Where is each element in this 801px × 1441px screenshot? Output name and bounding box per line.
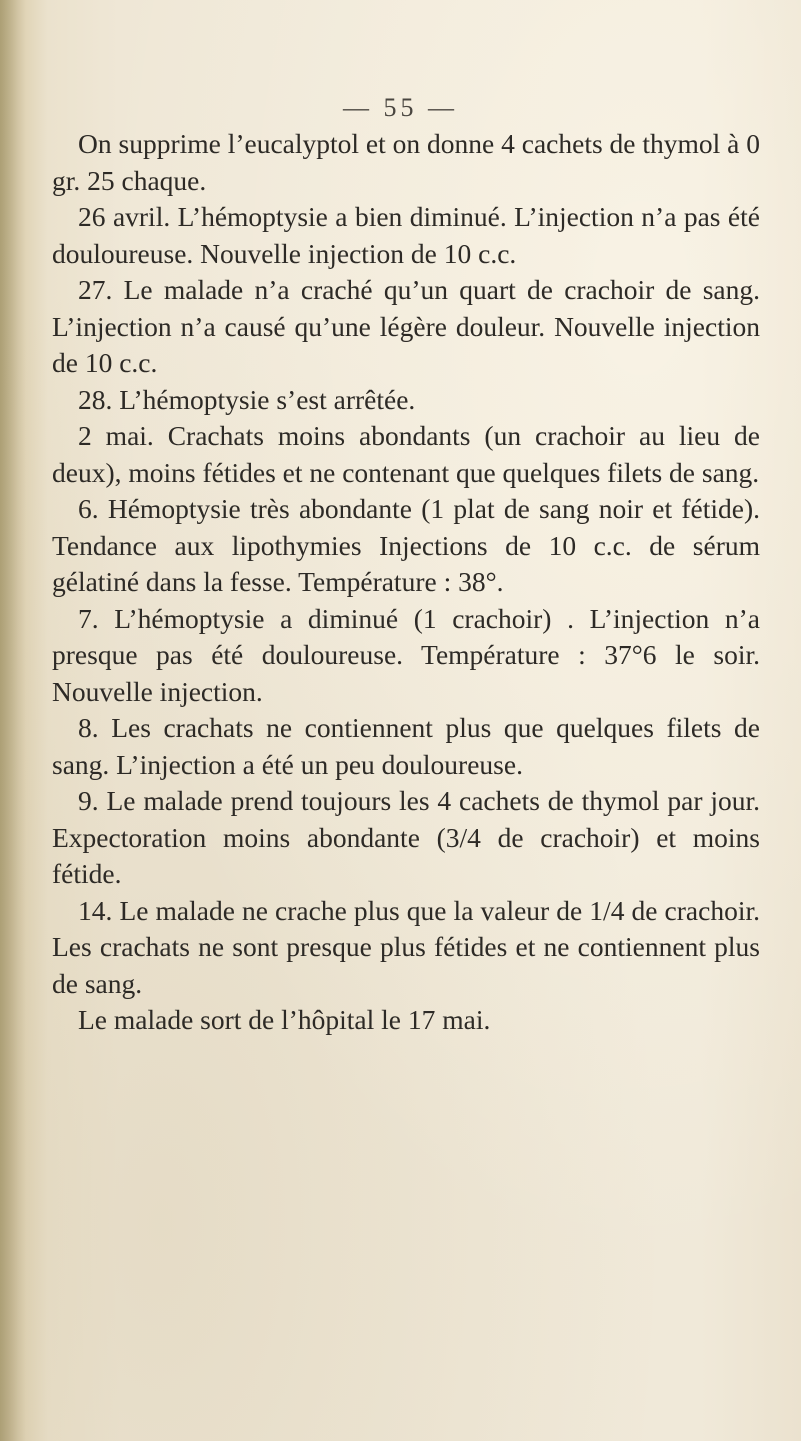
page-number: — 55 — xyxy=(343,93,458,122)
paragraph-11: Le malade sort de l’hôpital le 17 mai. xyxy=(78,1004,491,1035)
paragraph-10: 14. Le malade ne crache plus que la valeur de 1/4 de crachoir. Les crachats ne sont presque plus fétides et ne contiennent plus de sang. xyxy=(52,894,760,999)
body-text xyxy=(52,126,760,1039)
paragraph-9: 9. Le malade prend toujours les 4 cachets de thymol par jour. Expectoration moins abondante (3/4 de crachoir) et moins fétide. xyxy=(52,785,760,889)
paragraph-2: 26 avril. L’hémoptysie a bien diminué. L’injection n’a pas été douloureuse. Nouvelle injection de 10 c.c. xyxy=(52,201,760,269)
binding-shadow xyxy=(0,0,26,1441)
paragraph-7: 7. L’hémoptysie a diminué (1 crachoir) . L’injection n’a presque pas été douloureuse. Température : 37°6 le soir. Nouvelle injection. xyxy=(52,602,760,707)
paragraph-6: 6. Hémoptysie très abondante (1 plat de sang noir et fétide). Tendance aux lipothymies Injections de 10 c.c. de sérum gélatiné dans la fesse. Température : 38°. xyxy=(52,493,760,597)
paragraph-1: On supprime l’eucalyptol et on donne 4 cachets de thymol à 0 gr. 25 chaque. xyxy=(52,128,760,196)
paragraph-5: 2 mai. Crachats moins abondants (un crachoir au lieu de deux), moins fétides et ne contenant que quelques filets de sang. xyxy=(52,420,760,488)
paragraph-8: 8. Les crachats ne contiennent plus que quelques filets de sang. L’injection a été un peu douloureuse. xyxy=(52,712,760,780)
paragraph-4: 28. L’hémoptysie s’est arrêtée. xyxy=(78,383,416,415)
paragraph-3: 27. Le malade n’a craché qu’un quart de crachoir de sang. L’injection n’a causé qu’une légère douleur. Nouvelle injection de 10 c.c. xyxy=(52,274,760,378)
